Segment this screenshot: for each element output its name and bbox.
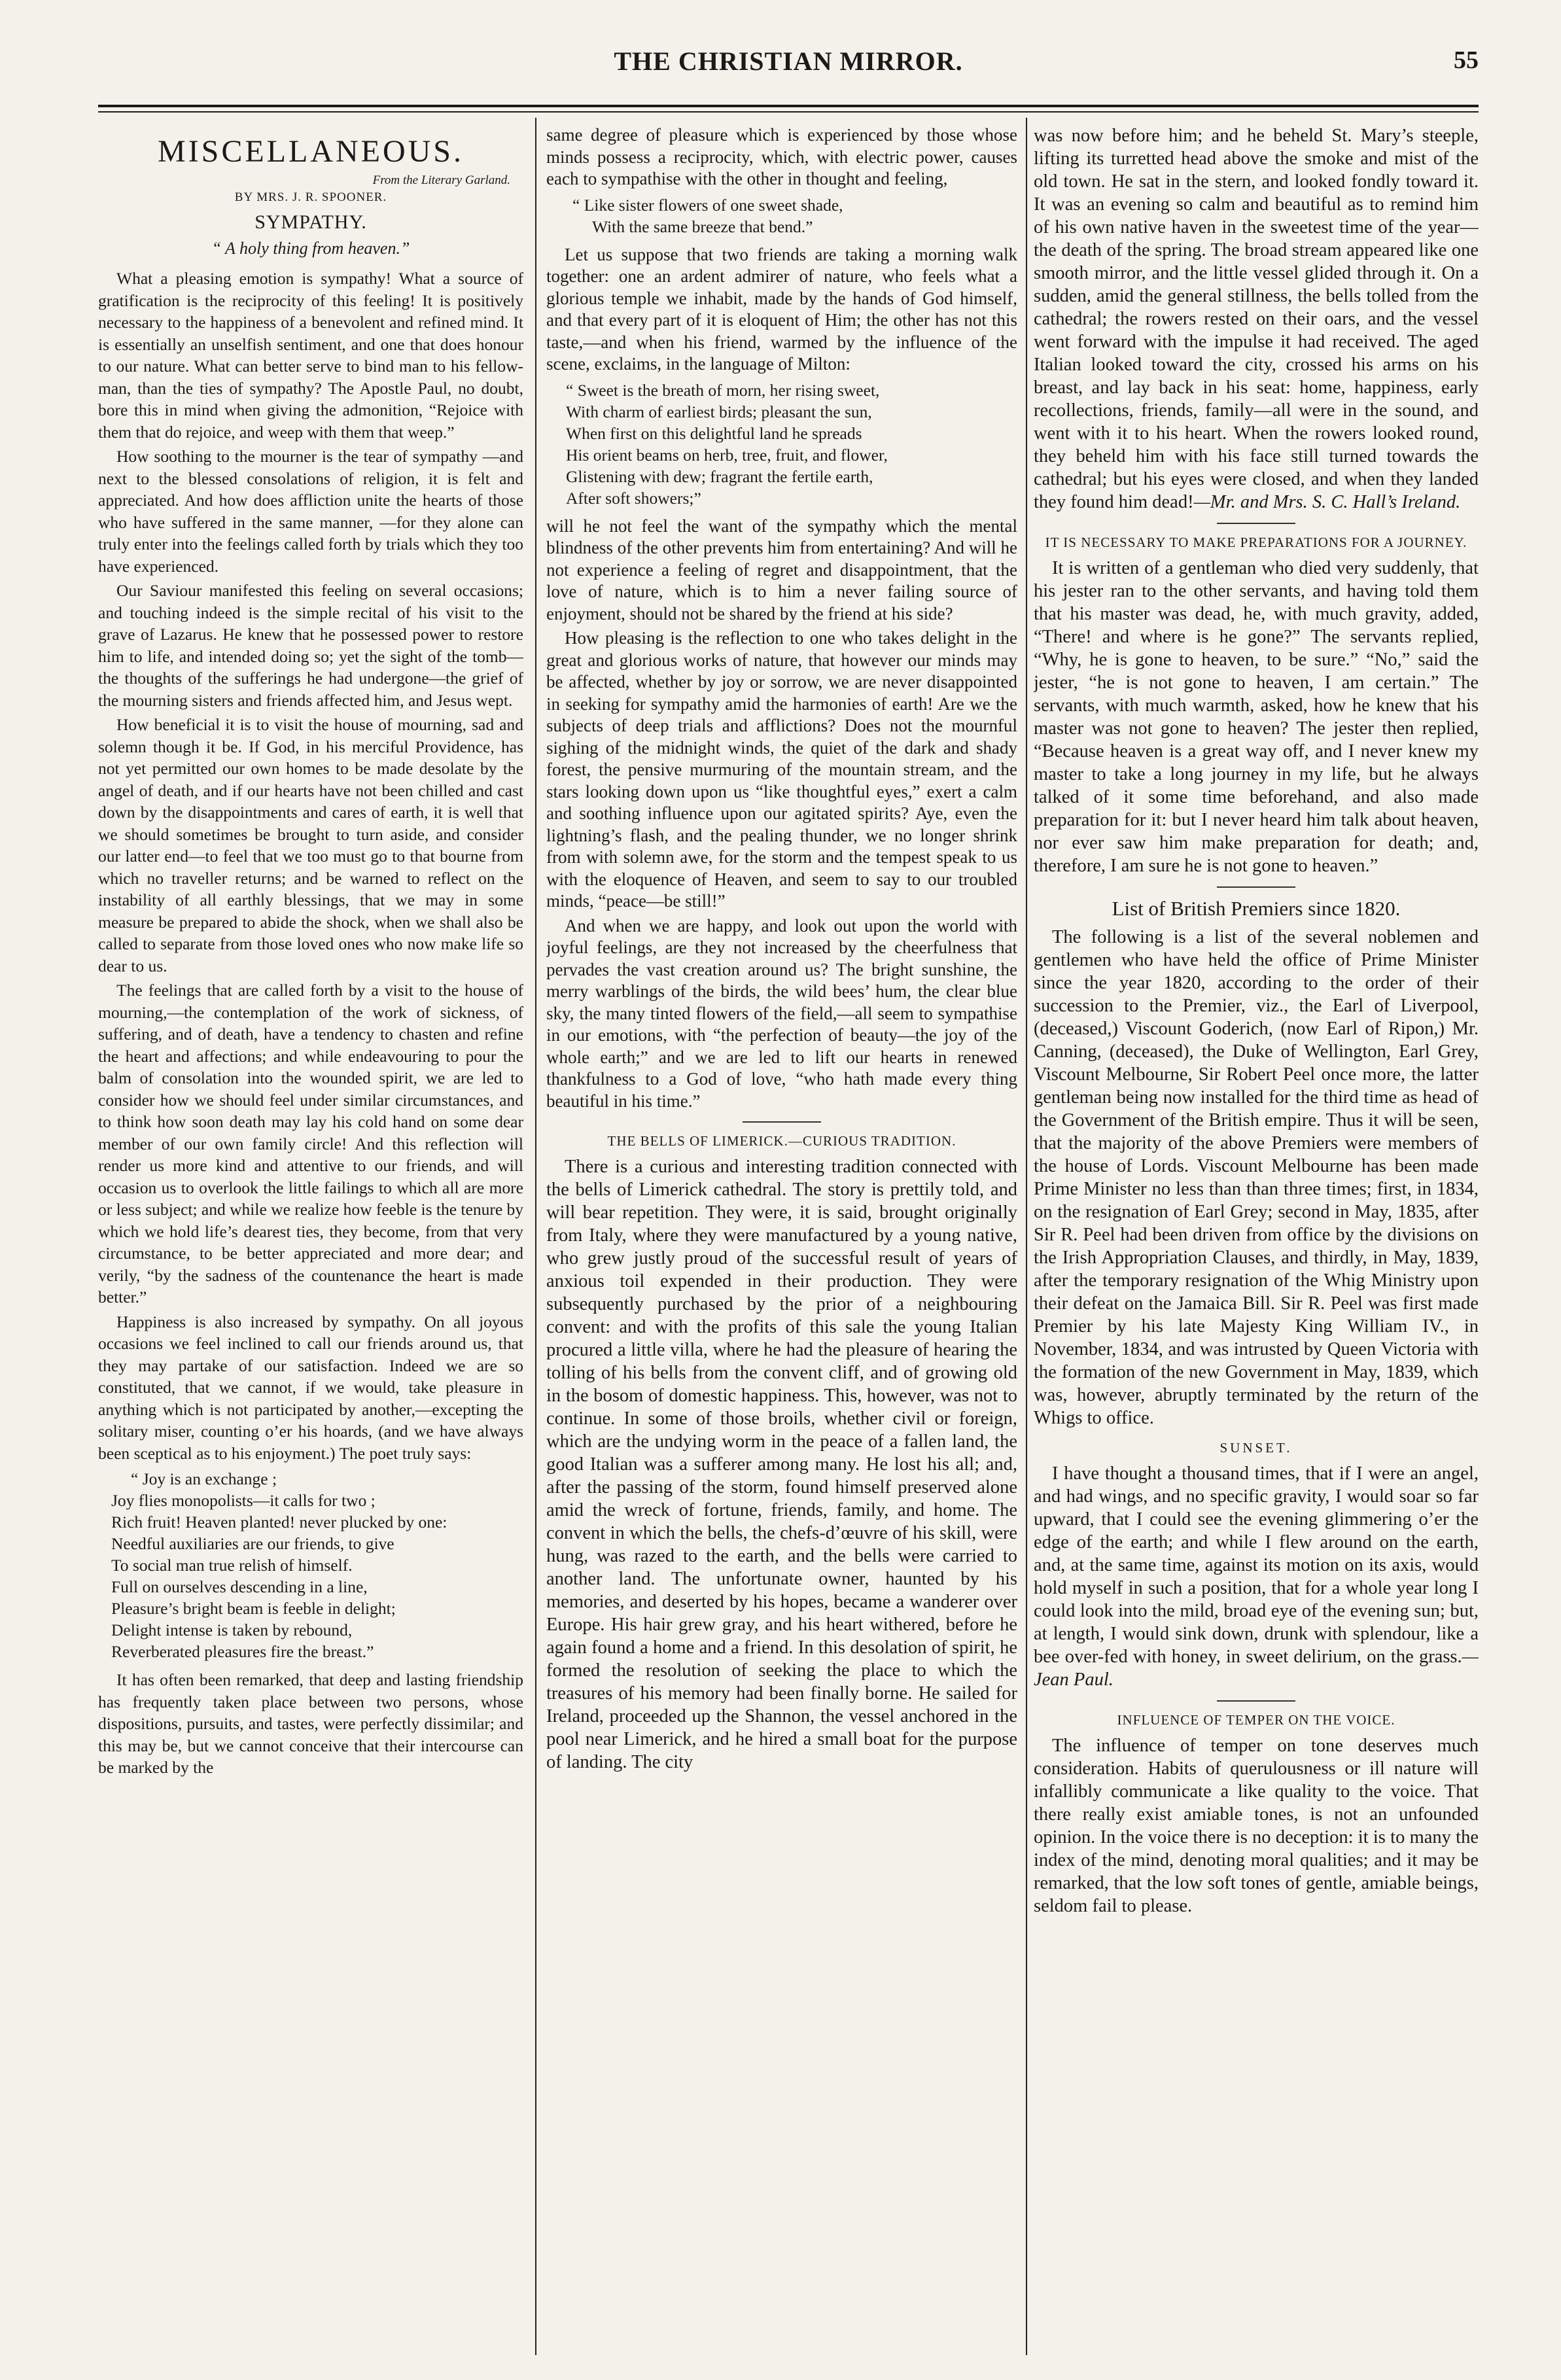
poem-line: With charm of earliest birds; pleasant the sun,	[566, 402, 872, 421]
article-heading: SUNSET.	[1219, 1440, 1293, 1456]
byline: BY MRS. J. R. SPOONER.	[234, 190, 387, 204]
newspaper-title: THE CHRISTIAN MIRROR.	[614, 46, 963, 76]
column-2	[546, 124, 1017, 2349]
column-divider-2	[1026, 118, 1027, 2355]
poem-line: “ Sweet is the breath of morn, her rising sweet,	[566, 380, 880, 400]
poem-line: When first on this delightful land he spreads	[566, 423, 862, 443]
paragraph: There is a curious and interesting tradition connected with the bells of Limerick cathedral. The story is prettily told, and will bear repetition. They were, it is said, brought originally from Italy, where they were manufactured by a young native, who grew justly proud of the successful result of years of anxious toil expended in their production. They were subsequently purchased by the prior of a neighbouring convent: and with the profits of this sale the young Italian procured a little villa, where he had the pleasure of hearing the tolling of his bells from the convent cliff, and of growing old in the bosom of domestic happiness. This, however, was not to continue. In some of those broils, whether civil or foreign, which are the undying worm in the peace of a fallen land, the good Italian was a sufferer among many. He lost his all; and, after the passing of the storm, found himself preserved alone amid the wreck of fortune, friends, family, and home. The convent in which the bells, the chefs-d’œuvre of his skill, were hung, was razed to the earth, and the bells were carried to another land. The unfortunate owner, haunted by his memories, and deserted by his hopes, became a wanderer over Europe. His hair grew gray, and his heart withered, before he again found a home and a friend. In this desolation of spirit, he formed the resolution of seeking the place to which the treasures of his memory had been finally borne. He sailed for Ireland, proceeded up the Shannon, the vessel anchored in the pool near Limerick, and he hired a small boat for the purpose of landing. The city	[546, 1157, 1017, 1772]
paragraph: will he not feel the want of the sympathy which the mental blindness of the other prevents him from entertaining? And will he not experience a feeling of regret and disappointment, that the love of nature, which is to him a never failing source of enjoyment, should not be shared by the friend at his side?	[546, 516, 1017, 623]
article-heading: IT IS NECESSARY TO MAKE PREPARATIONS FOR A JOURNEY.	[1045, 534, 1467, 550]
article-heading: THE BELLS OF LIMERICK.—CURIOUS TRADITION.	[607, 1133, 956, 1149]
paragraph: Our Saviour manifested this feeling on several occasions; and touching indeed is the simple recital of his visit to the grave of Lazarus. He knew that he possessed power to restore him to life, and intended doing so; yet the sight of the tomb—the thoughts of the sufferings he had undergone—the grief of the mourning sisters and friends affected him, and Jesus wept.	[98, 581, 523, 710]
poem-line: Glistening with dew; fragrant the fertile earth,	[566, 466, 873, 486]
header-rule	[98, 105, 1479, 107]
paragraph: How pleasing is the reflection to one who takes delight in the great and glorious works of nature, that however our minds may be affected, whether by joy or sorrow, we are never disappointed in seeking for sympathy amid the harmonies of earth! Are we the subjects of deep trials and afflictions? Does not the mournful sighing of the midnight winds, the quiet of the dark and shady forest, the pensive murmuring of the mountain stream, and the stars looking down upon us “like thoughtful eyes,” exert a calm and soothing influence upon our agitated spirits? Aye, even the lightning’s flash, and the pealing thunder, we no longer shrink from with solemn awe, for the storm and the tempest speak to us with the eloquence of Heaven, and seem to say to our troubled minds, “peace—be still!”	[546, 628, 1017, 911]
paragraph-text: was now before him; and he beheld St. Mary’s steeple, lifting its turretted head above the smoke and mist of the old town. He sat in the stern, and looked fondly toward it. It was an evening so calm and beautiful as to remind him of his own native haven in the sweetest time of the year—the death of the spring. The broad stream appeared like one smooth mirror, and the little vessel glided through it. On a sudden, amid the general stillness, the bells tolled from the cathedral; the rowers rested on their oars, and the vessel went forward with the impulse it had received. The aged Italian looked toward the city, crossed his arms on his breast, and lay back in his seat: home, happiness, early recollections, friends, family—all were in the sound, and went with it to his heart. When the rowers looked round, they beheld him with his face still turned towards the cathedral; but his eyes were closed, and when they landed they found him dead!	[1034, 126, 1479, 512]
column-1	[98, 124, 523, 2349]
paragraph	[1034, 124, 1479, 514]
paragraph: same degree of pleasure which is experienced by those whose minds possess a reciprocity, which, with electric power, causes each to sympathise with the other in thought and feeling,	[546, 125, 1017, 188]
paragraph: Happiness is also increased by sympathy. On all joyous occasions we feel inclined to call our friends around us, that they may partake of our satisfaction. Indeed we are so constituted, that we cannot, if we would, take pleasure in anything which is not participated by another,—excepting the solitary miser, counting o’er his hoards, (and we have always been sceptical as to his enjoyment.) The poet truly says:	[98, 1312, 523, 1463]
paragraph: The feelings that are called forth by a visit to the house of mourning,—the contemplation of the work of sickness, of suffering, and of death, have a tendency to chasten and refine the heart and affections; and while endeavouring to pour the balm of consolation into the wounded spirit, we are led to consider how we should feel under similar circumstances, and to think how soon death may lay his cold hand on some dear member of our own family circle! And this reflection will render us more kind and attentive to our friends, and will occasion us to overlook the little failings to which all are more or less subject; and while we realize how feeble is the tenure by which we hold life’s dearest ties, they become, from that very circumstance, to be better appreciated and more dear; and verily, “by the sadness of the countenance the heart is made better.”	[98, 981, 523, 1306]
separator	[1217, 523, 1295, 524]
separator	[743, 1121, 821, 1123]
epigraph: “ A holy thing from heaven.”	[211, 239, 410, 258]
paragraph: The following is a list of the several noblemen and gentlemen who have held the office of Prime Minister since the year 1820, according to the order of their succession to the Premier, viz., the Earl of Liverpool, (deceased,) Viscount Goderich, (now Earl of Ripon,) Mr. Canning, (deceased), the Duke of Wellington, Earl Grey, Viscount Melbourne, Sir Robert Peel once more, the latter gentleman being now installed for the third time as head of the Government of the British empire. Thus it will be seen, that the majority of the above Premiers were members of the house of Lords. Viscount Melbourne has been made Prime Minister no less than than three times; first, in 1834, on the resignation of Earl Grey; second in May, 1835, after Sir R. Peel had been driven from office by the divisions on the Irish Appropriation Clauses, and thirdly, in May, 1839, after the temporary resignation of the Whig Ministry upon their defeat on the Jamaica Bill. Sir R. Peel was first made Premier by his late Majesty King William IV., in November, 1834, and was intrusted by Queen Victoria with the formation of the new Government in May, 1839, which was, however, abruptly terminated by the return of the Whigs to office.	[1034, 927, 1479, 1428]
column-3	[1034, 124, 1479, 2349]
paragraph: Let us suppose that two friends are taking a morning walk together: one an ardent admirer of nature, who feels what a glorious temple we inhabit, made by the hands of God himself, and that every part of it is eloquent of Him; the other has not this taste,—and when his friend, warmed by the influence of the scene, exclaims, in the language of Milton:	[546, 244, 1017, 374]
article-title: SYMPATHY.	[254, 211, 367, 233]
masthead	[98, 46, 1479, 85]
poem-line: To social man true relish of himself.	[111, 1556, 353, 1575]
section-title: MISCELLANEOUS.	[157, 134, 464, 169]
paragraph: It is written of a gentleman who died very suddenly, that his jester ran to the other servants, and having told them that his master was dead, he, with much gravity, added, “There! and where is he gone?” The servants replied, “Why, he is gone to heaven, to be sure.” “No,” said the jester, “he is not gone to heaven, I am certain.” The servants, with much warmth, asked, how he knew that his master was not gone to heaven? The jester then replied, “Because heaven is a great way off, and I never knew my master to take a long journey in my life, but he always talked of it some time beforehand, and also made preparation for it: but I never heard him talk about heaven, nor ever saw him make preparation for death; and, therefore, I am sure he is not gone to heaven.”	[1034, 558, 1479, 876]
separator	[1217, 1700, 1295, 1702]
poem-line: Full on ourselves descending in a line,	[111, 1577, 368, 1596]
attribution: —Mr. and Mrs. S. C. Hall’s Ireland.	[1193, 492, 1461, 512]
poem-line: His orient beams on herb, tree, fruit, and flower,	[566, 445, 888, 464]
poem-line: Needful auxiliaries are our friends, to give	[111, 1534, 395, 1553]
paragraph: What a pleasing emotion is sympathy! What a source of gratification is the reciprocity of this feeling! It is positively necessary to the happiness of a benevolent and refined mind. It is essentially an unselfish sentiment, and one that does honour to our nature. What can better serve to bind man to his fellow-man, than the ties of sympathy? The Apostle Paul, no doubt, bore this in mind when giving the admonition, “Rejoice with them that do rejoice, and weep with them that weep.”	[98, 269, 523, 442]
paragraph: The influence of temper on tone deserves much consideration. Habits of querulousness or ill nature will infallibly communicate a like quality to the voice. That there really exist amiable tones, is not an unfounded opinion. In the voice there is no deception: it is to many the index of the mind, denoting moral qualities; and it may be remarked, that the low soft tones of gentle, amiable beings, seldom fail to please.	[1034, 1736, 1479, 1916]
paragraph: It has often been remarked, that deep and lasting friendship has frequently taken place between two persons, whose dispositions, pursuits, and tastes, were perfectly dissimilar; and this may be, but we cannot conceive that their intercourse can be marked by the	[98, 1670, 523, 1777]
poem	[572, 194, 1017, 237]
poem-line: After soft showers;”	[566, 488, 701, 508]
paragraph	[1034, 1462, 1479, 1691]
attribution: —Jean Paul.	[1034, 1647, 1479, 1690]
header-rule-thin	[98, 111, 1479, 113]
poem	[566, 379, 1017, 509]
poem-line: Joy flies monopolists—it calls for two ;	[111, 1491, 376, 1510]
page-number: 55	[1454, 46, 1479, 74]
article-heading: INFLUENCE OF TEMPER ON THE VOICE.	[1117, 1712, 1395, 1728]
poem-line: Delight intense is taken by rebound,	[111, 1620, 353, 1639]
poem	[111, 1468, 523, 1662]
poem-line: Reverberated pleasures fire the breast.”	[111, 1642, 374, 1661]
poem-line: With the same breeze that bend.”	[592, 217, 813, 236]
poem-line: Pleasure’s bright beam is feeble in delight;	[111, 1599, 396, 1618]
separator	[1217, 886, 1295, 888]
paragraph-text: I have thought a thousand times, that if I were an angel, and had wings, and no specific gravity, I would soar so far upward, that I could see the evening glimmering o’er the edge of the earth; and while I flew around on the earth, and, at the same time, against its motion on its axis, would hold myself in such a position, that for a whole year long I could look into the mild, broad eye of the evening sun; but, at length, I would sink down, drunk with splendour, like a bee over-fed with honey, in sweet delirium, on the grass.	[1034, 1463, 1479, 1667]
poem-line: Rich fruit! Heaven planted! never plucked by one:	[111, 1513, 447, 1531]
poem-line: “ Like sister flowers of one sweet shade,	[572, 195, 843, 215]
column-divider-1	[535, 118, 536, 2355]
source-credit: From the Literary Garland.	[372, 173, 510, 187]
paragraph: How beneficial it is to visit the house of mourning, sad and solemn though it be. If God, in his merciful Providence, has not yet permitted our own homes to be made desolate by the angel of death, and if our hearts have not been chilled and cast down by the disappointments and cares of earth, it is well that we should sometimes be brought to turn aside, and consider our latter end—to feel that we too must go to that bourne from which no traveller returns; and be warned to reflect on the instability of all earthly blessings, that we may in some measure be prepared to abide the shock, when we shall also be called to separate from those loved ones who now make life so dear to us.	[98, 715, 523, 975]
paragraph: How soothing to the mourner is the tear of sympathy —and next to the blessed consolations of religion, it is felt and appreciated. And how does affliction unite the hearts of those who have suffered in the same manner, —for they alone can truly enter into the feelings called forth by trials which they too have experienced.	[98, 447, 523, 576]
paragraph: And when we are happy, and look out upon the world with joyful feelings, are they not increased by the cheerfulness that pervades the vast creation around us? The bright sunshine, the merry warblings of the birds, the wild bees’ hum, the clear blue sky, the many tinted flowers of the field,—all seem to sympathise in our emotions, with “the perfection of beauty—the joy of the whole earth;” and we are led to lift our hearts in renewed thankfulness to a God of love, “who hath made every thing beautiful in his time.”	[546, 915, 1017, 1111]
poem-line: “ Joy is an exchange ;	[131, 1469, 277, 1488]
article-heading: List of British Premiers since 1820.	[1112, 897, 1401, 920]
